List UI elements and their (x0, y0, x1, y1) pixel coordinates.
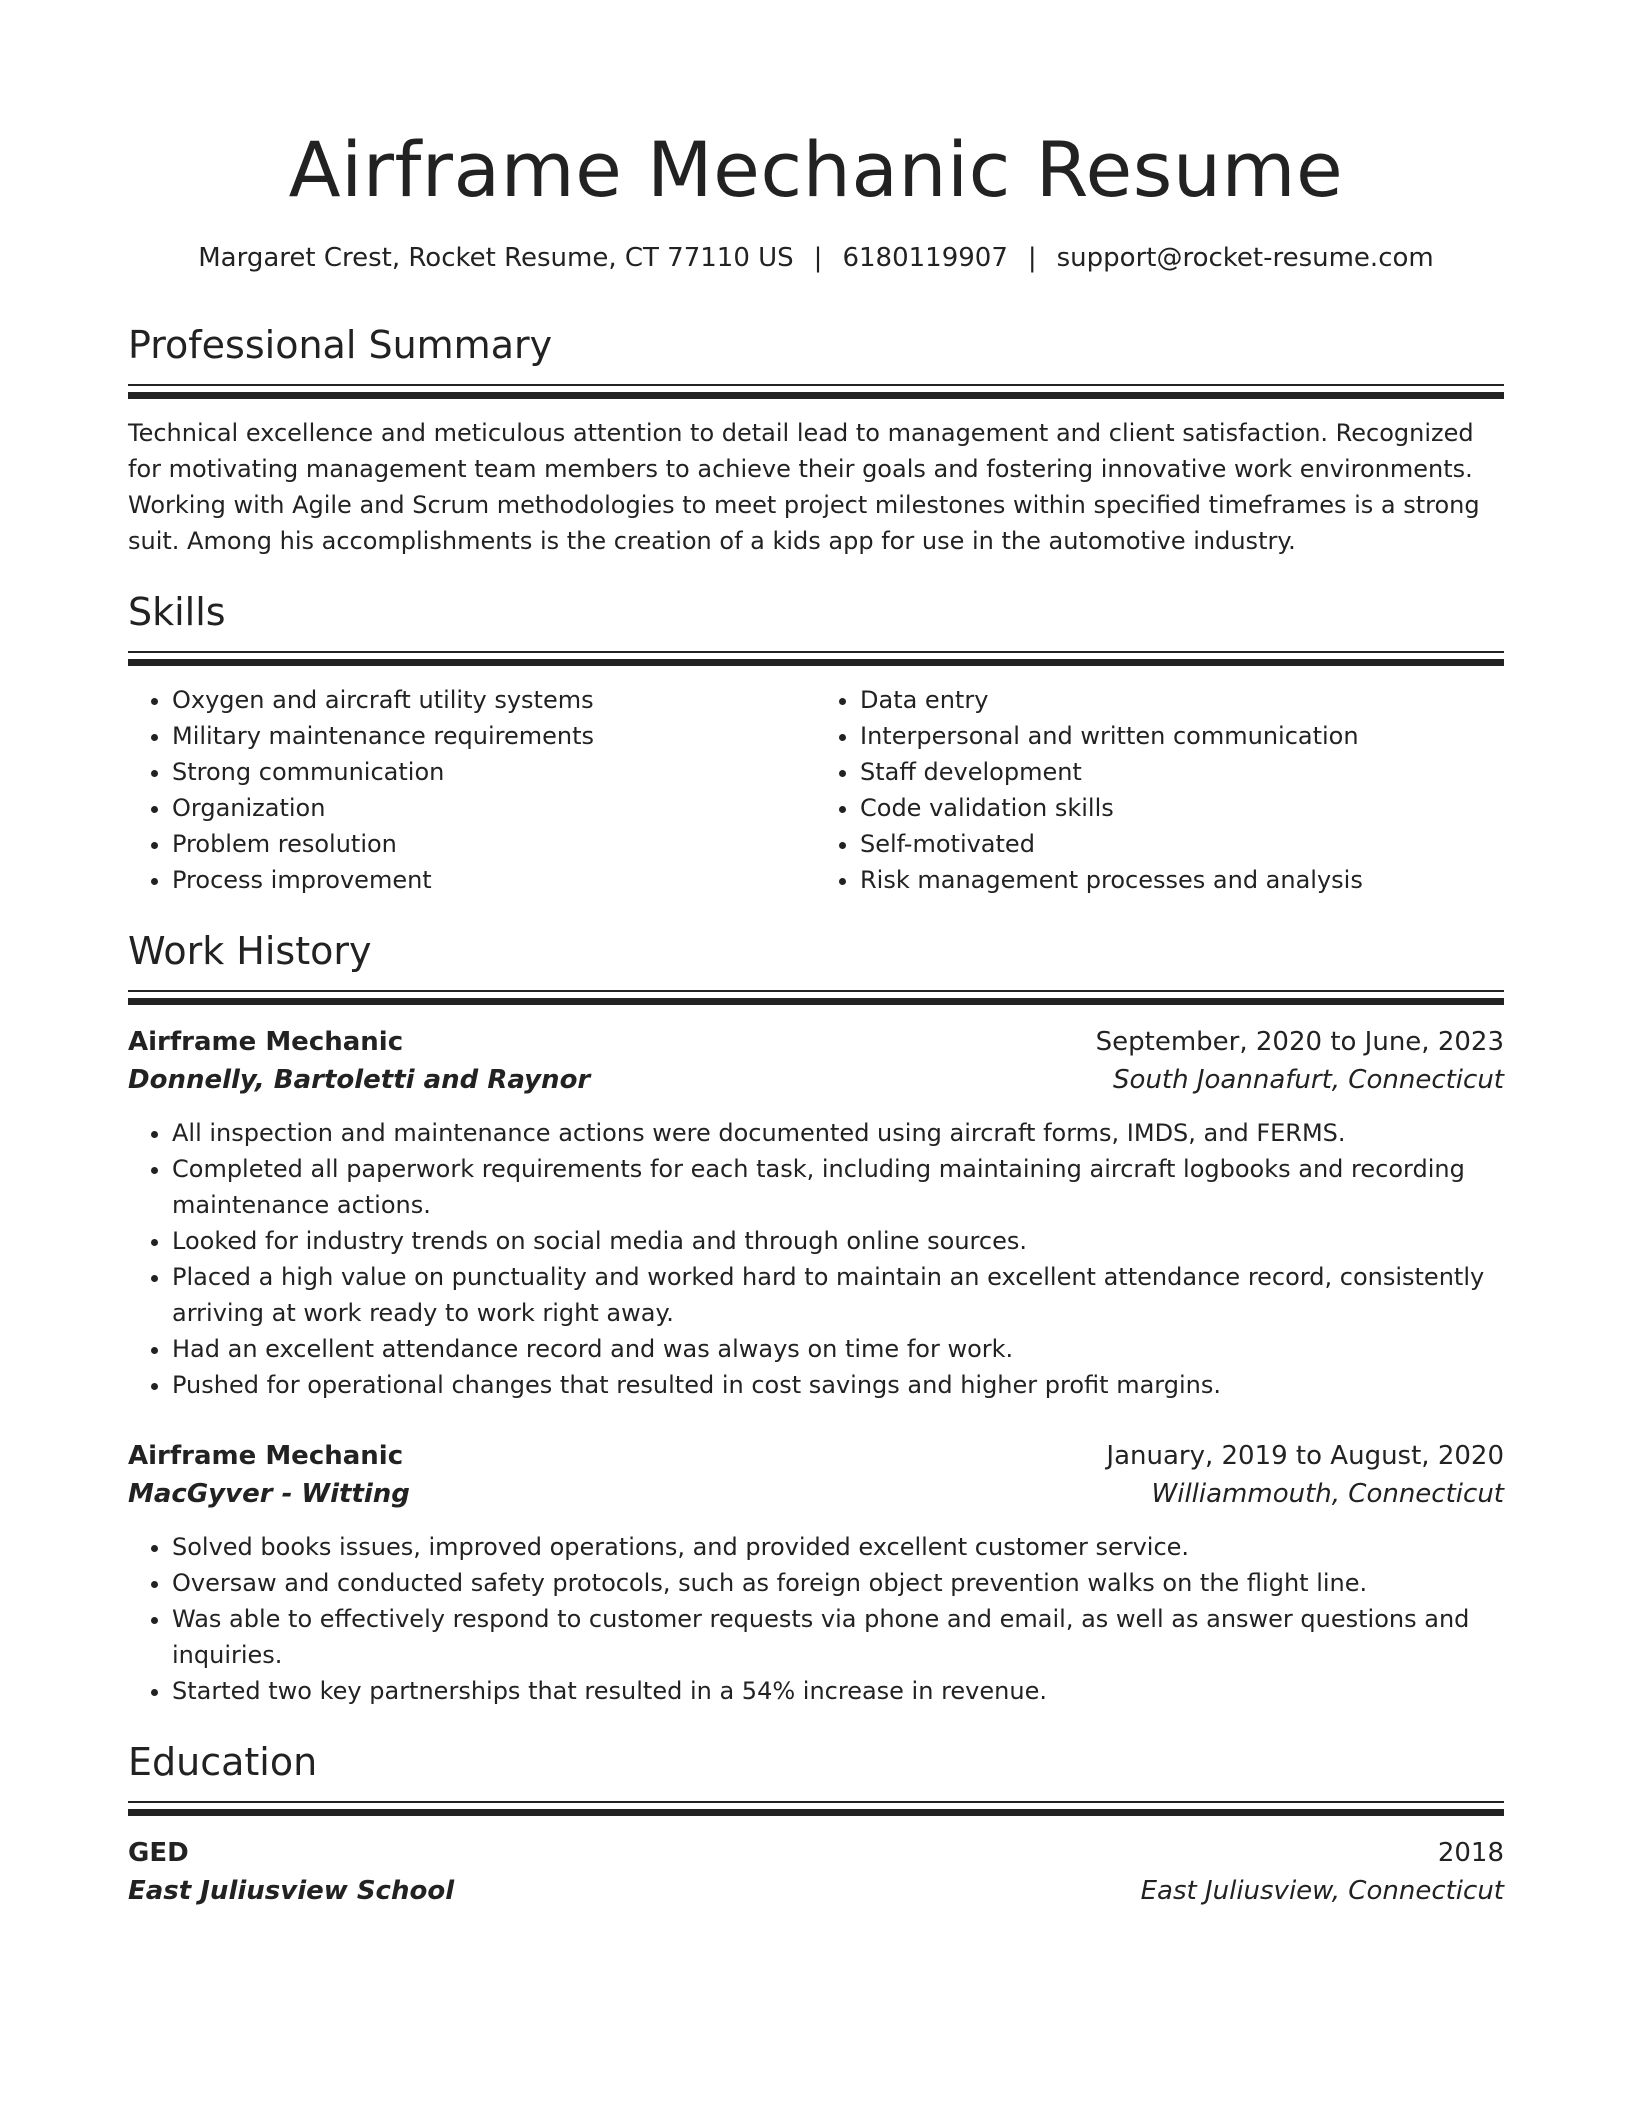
summary-section (128, 320, 1504, 559)
skill-item: • Problem resolution (172, 826, 816, 862)
job-location: South Joannafurt, Connecticut (1113, 1065, 1504, 1095)
section-rule (128, 651, 1504, 666)
contact-separator: | (1027, 243, 1037, 273)
skill-item: • Self-motivated (860, 826, 1504, 862)
resume-title: Airframe Mechanic Resume (288, 125, 1344, 214)
list-item: • Solved books issues, improved operations, and provided excellent customer service. (172, 1529, 1504, 1565)
list-item: • Pushed for operational changes that resulted in cost savings and higher profit margins. (172, 1367, 1504, 1403)
section-rule (128, 990, 1504, 1005)
skill-item: • Strong communication (172, 754, 816, 790)
education-heading: Education (128, 1740, 318, 1784)
skill-item: • Staff development (860, 754, 1504, 790)
contact-email: support@rocket-resume.com (1056, 243, 1434, 273)
skills-section (128, 587, 1504, 898)
job-employer-row (128, 1475, 1504, 1513)
education-school: East Juliusview School (128, 1876, 455, 1906)
job-title: Airframe Mechanic (128, 1027, 404, 1057)
job-employer-row (128, 1061, 1504, 1099)
skill-item: • Military maintenance requirements (172, 718, 816, 754)
job-bullets (128, 1115, 1504, 1403)
job-dates: January, 2019 to August, 2020 (1106, 1441, 1504, 1471)
list-item: • Oversaw and conducted safety protocols, such as foreign object prevention walks on the flight line. (172, 1565, 1504, 1601)
education-degree: GED (128, 1838, 189, 1868)
job-title: Airframe Mechanic (128, 1441, 404, 1471)
job-employer: MacGyver - Witting (128, 1479, 410, 1509)
job-entry (128, 1023, 1504, 1403)
work-history-heading: Work History (128, 929, 372, 973)
list-item: • Looked for industry trends on social media and through online sources. (172, 1223, 1504, 1259)
job-employer: Donnelly, Bartoletti and Raynor (128, 1065, 591, 1095)
list-item: • Was able to effectively respond to customer requests via phone and email, as well as answer questions and inquiries. (172, 1601, 1504, 1673)
list-item: • Had an excellent attendance record and was always on time for work. (172, 1331, 1504, 1367)
education-school-row (128, 1872, 1504, 1910)
skills-heading: Skills (128, 590, 226, 634)
summary-text: Technical excellence and meticulous attention to detail lead to management and client satisfaction. Recognized for motivating management team members to achieve their goals and fostering innovative work environments. Working with Agile and Scrum methodologies to meet project milestones within specified timeframes is a strong suit. Among his accomplishments is the creation of a kids app for use in the automotive industry. (128, 419, 1480, 555)
job-header-row (128, 1023, 1504, 1061)
list-item: • Completed all paperwork requirements for each task, including maintaining aircraft logbooks and recording maintenance actions. (172, 1151, 1504, 1223)
section-rule (128, 384, 1504, 399)
contact-separator: | (813, 243, 823, 273)
list-item: • All inspection and maintenance actions were documented using aircraft forms, IMDS, and FERMS. (172, 1115, 1504, 1151)
job-dates: September, 2020 to June, 2023 (1095, 1027, 1504, 1057)
education-section (128, 1737, 1504, 1910)
education-location: East Juliusview, Connecticut (1140, 1876, 1504, 1906)
education-header-row (128, 1834, 1504, 1872)
skills-right-list (816, 682, 1504, 898)
skill-item: • Code validation skills (860, 790, 1504, 826)
job-entry (128, 1437, 1504, 1709)
skill-item: • Oxygen and aircraft utility systems (172, 682, 816, 718)
education-entry (128, 1834, 1504, 1910)
contact-line (128, 238, 1504, 278)
skill-item: • Process improvement (172, 862, 816, 898)
skill-item: • Interpersonal and written communication (860, 718, 1504, 754)
list-item: • Started two key partnerships that resulted in a 54% increase in revenue. (172, 1673, 1504, 1709)
section-rule (128, 1801, 1504, 1816)
summary-heading: Professional Summary (128, 323, 553, 367)
job-location: Williammouth, Connecticut (1151, 1479, 1504, 1509)
resume-page (128, 0, 1504, 1910)
skills-columns (128, 682, 1504, 898)
job-header-row (128, 1437, 1504, 1475)
skill-item: • Risk management processes and analysis (860, 862, 1504, 898)
contact-phone: 6180119907 (842, 243, 1008, 273)
contact-address: Margaret Crest, Rocket Resume, CT 77110 US (198, 243, 794, 273)
education-year: 2018 (1437, 1838, 1504, 1868)
skill-item: • Organization (172, 790, 816, 826)
list-item: • Placed a high value on punctuality and worked hard to maintain an excellent attendance record, consistently arriving at work ready to work right away. (172, 1259, 1504, 1331)
job-bullets (128, 1529, 1504, 1709)
work-history-section (128, 926, 1504, 1709)
skill-item: • Data entry (860, 682, 1504, 718)
skills-left-list (128, 682, 816, 898)
